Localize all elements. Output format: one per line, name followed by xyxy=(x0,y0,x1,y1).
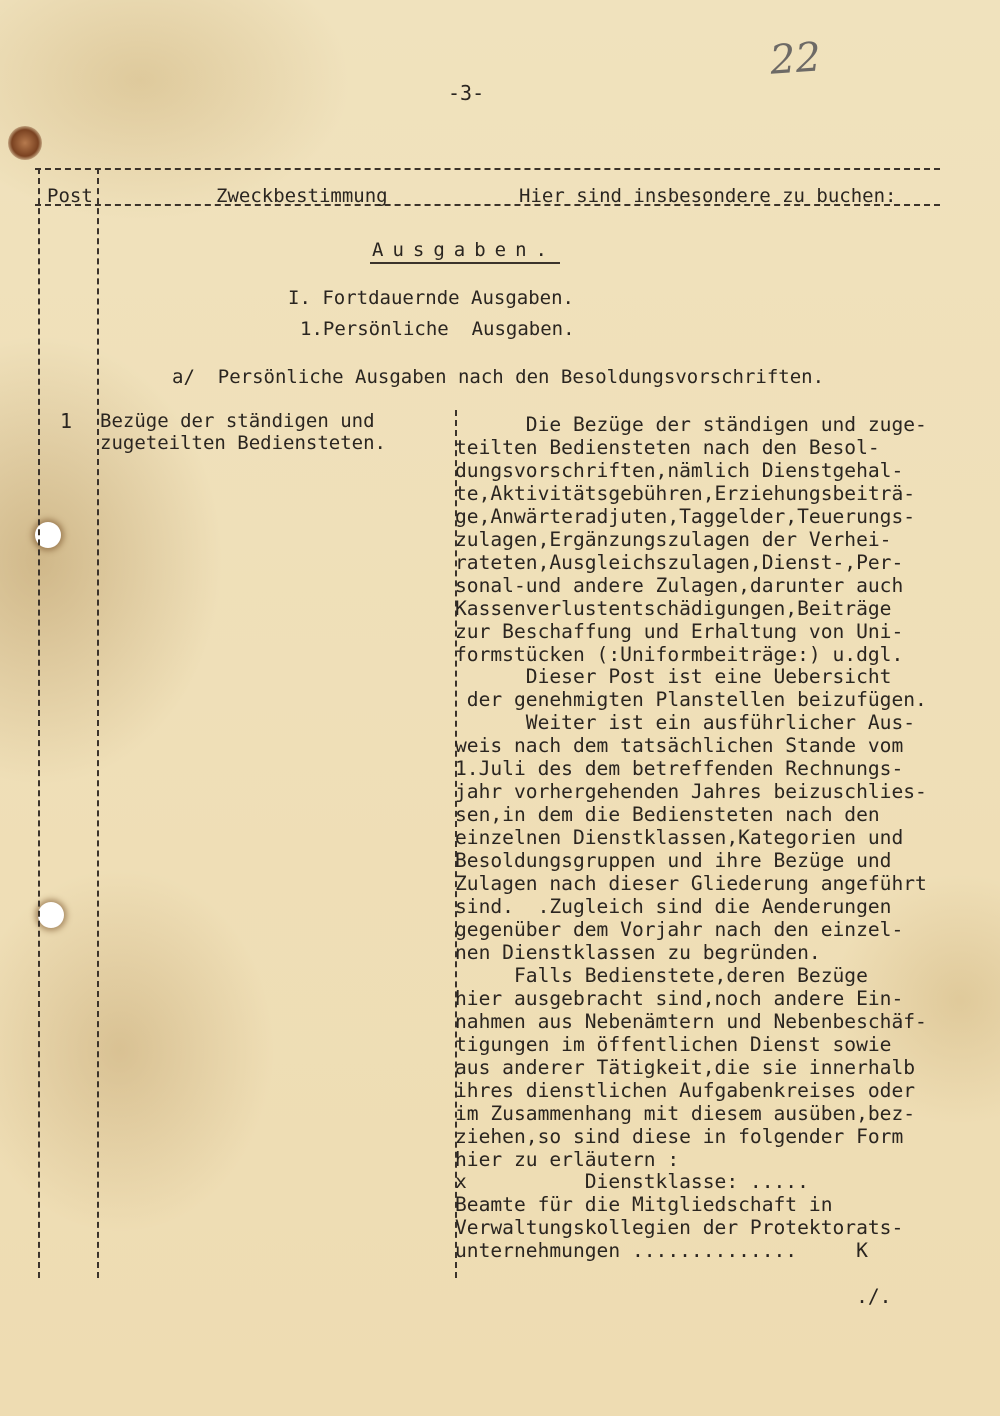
handwritten-page-number: 22 xyxy=(768,34,823,84)
subtitle-fortdauernde: I. Fortdauernde Ausgaben. xyxy=(288,287,574,309)
section-title-underline xyxy=(370,262,560,264)
header-hier-sind: Hier sind insbesondere zu buchen: xyxy=(519,185,897,207)
rust-stain xyxy=(8,126,42,160)
post-column-divider xyxy=(97,168,99,1278)
booking-text: Die Bezüge der ständigen und zuge- teilten Bediensteten nach den Besol- dungsvorschriften,nämlich Dienstgehal- te,Aktivitätsgebühren,Erziehungsbeiträ- ge,Anwärteradjuten,Taggelder,Teuerungs- zulagen,Ergänzungszulagen der Verhei- rateten,Ausgleichszulagen,Dienst-,Per- sonal-und andere Zulagen,darunter auch Kassenverlustentschädigungen,Beiträge zur Beschaffung und Erhaltung von Uni- formstücken (:Uniformbeiträge:) u.dgl. Dieser Post ist eine Uebersicht der genehmigten Planstellen beizufügen. Weiter ist ein ausführlicher Aus- weis nach dem tatsächlichen Stande vom 1.Juli des dem betreffenden Rechnungs- jahr vorhergehenden Jahres beizuschlies- sen,in dem die Bediensteten nach den einzelnen Dienstklassen,Kategorien und Besoldungsgruppen und ihre Bezüge und Zulagen nach dieser Gliederung angeführt sind. .Zugleich sind die Aenderungen gegenüber dem Vorjahr nach den einzel- nen Dienstklassen zu begründen. Falls Bedienstete,deren Bezüge hier ausgebracht sind,noch andere Ein- nahmen aus Nebenämtern und Nebenbeschäf- tigungen im öffentlichen Dienst sowie aus anderer Tätigkeit,die sie innerhalb ihres dienstlichen Aufgabenkreises oder im Zusammenhang mit diesem ausüben,bez- ziehen,so sind diese in folgender Form hier zu erläutern : x Dienstklasse: ..... Beamte für die Mitgliedschaft in Verwaltungskollegien der Protektorats- unternehmungen .............. K ./. xyxy=(455,413,927,1309)
header-post: Post xyxy=(47,185,93,207)
purpose-text: Bezüge der ständigen und zugeteilten Bediensteten. xyxy=(100,410,386,454)
page-number: -3- xyxy=(448,81,485,105)
subtitle-persoenliche: 1.Persönliche Ausgaben. xyxy=(300,318,575,340)
section-title: Ausgaben. xyxy=(372,239,556,261)
post-number: 1 xyxy=(60,409,73,433)
subtitle-besoldung: a/ Persönliche Ausgaben nach den Besoldungsvorschriften. xyxy=(172,366,825,388)
left-border xyxy=(38,168,40,1278)
header-zweckbestimmung: Zweckbestimmung xyxy=(216,185,388,207)
table-top-rule xyxy=(35,168,940,170)
punch-hole xyxy=(38,902,64,928)
